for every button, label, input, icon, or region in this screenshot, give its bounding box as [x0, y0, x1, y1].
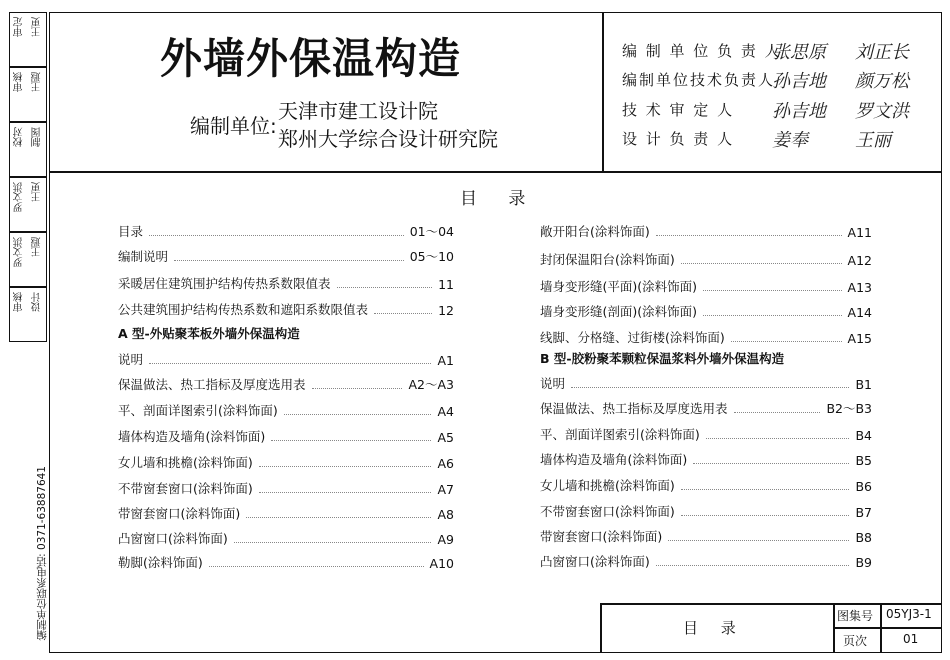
toc-item-label: 敞开阳台(涂料饰面) [540, 224, 650, 239]
leader-dots [149, 363, 431, 364]
leader-dots [374, 313, 432, 314]
leader-dots [703, 290, 842, 291]
toc-item-page: A6 [437, 456, 454, 471]
leader-dots [681, 489, 850, 490]
leader-dots [246, 517, 431, 518]
sidebar-cell [9, 67, 47, 122]
toc-item-label: 编制说明 [118, 249, 169, 264]
toc-item-label: 带窗套窗口(涂料饰面) [118, 506, 241, 521]
toc-item[interactable] [118, 375, 454, 393]
title-block-top [600, 603, 942, 605]
toc-item-page: B8 [855, 530, 872, 545]
leader-dots [271, 440, 431, 441]
role-label: 编制单位技术负责人 [622, 71, 776, 89]
toc-item[interactable] [540, 302, 872, 320]
toc-item[interactable] [540, 222, 872, 240]
sidebar-cell-top: 校对 [14, 127, 25, 147]
toc-item-label: 平、剖面详图索引(涂料饰面) [540, 427, 700, 442]
role-label: 技 术 审 定 人 [622, 101, 735, 119]
toc-item[interactable] [118, 529, 454, 547]
leader-dots [656, 235, 842, 236]
leader-dots [209, 566, 424, 567]
page-number: 01 [903, 632, 919, 646]
leader-dots [656, 565, 850, 566]
toc-item[interactable] [118, 427, 454, 445]
leader-dots [149, 235, 404, 236]
signature: 孙吉地 [772, 71, 826, 92]
signature: 颜万松 [855, 71, 909, 92]
signature: 孙吉地 [772, 101, 826, 122]
toc-item-label: 勒脚(涂料饰面) [118, 555, 203, 570]
toc-item-label: 保温做法、热工指标及厚度选用表 [540, 401, 728, 416]
leader-dots [174, 260, 404, 261]
toc-item-page: A1 [437, 353, 454, 368]
toc-item[interactable] [118, 222, 454, 240]
toc-item-page: A15 [847, 331, 872, 346]
toc-item[interactable] [118, 479, 454, 497]
toc-item[interactable] [118, 247, 454, 265]
toc-item-label: 线脚、分格缝、过街楼(涂料饰面) [540, 330, 725, 345]
toc-item-page: A2～A3 [408, 377, 454, 392]
toc-item-label: 平、剖面详图索引(涂料饰面) [118, 403, 278, 418]
toc-item-page: A11 [847, 225, 872, 240]
toc-item-label: 墙身变形缝(剖面)(涂料饰面) [540, 304, 698, 319]
leader-dots [693, 463, 849, 464]
toc-item-page: B6 [855, 479, 872, 494]
toc-item-page: A12 [847, 253, 872, 268]
role-label: 编 制 单 位 负 责 人 [622, 42, 782, 60]
header-vertical-divider [602, 12, 604, 172]
toc-item-label: 女儿墙和挑檐(涂料饰面) [118, 455, 253, 470]
sidebar-cell-top: 审核 [14, 72, 25, 92]
toc-item[interactable] [540, 374, 872, 392]
toc-item[interactable] [118, 274, 454, 292]
toc-item-label: 墙身变形缝(平面)(涂料饰面) [540, 279, 698, 294]
toc-item-label: 说明 [540, 376, 566, 391]
toc-item-page: B4 [855, 428, 872, 443]
toc-item-page: 12 [438, 303, 454, 318]
sidebar-cell-top: 审定 [14, 17, 25, 37]
atlas-label: 图集号 [837, 609, 874, 623]
toc-item-page: A14 [847, 305, 872, 320]
leader-dots [731, 341, 842, 342]
leader-dots [681, 515, 850, 516]
leader-dots [337, 287, 433, 288]
toc-item[interactable] [118, 401, 454, 419]
toc-item[interactable] [540, 328, 872, 346]
toc-item-page: A4 [437, 404, 454, 419]
toc-item-label: 凸窗窗口(涂料饰面) [540, 554, 650, 569]
sidebar-cell-bottom: 王遐 [32, 72, 43, 92]
signature: 张思原 [772, 42, 826, 63]
toc-item-page: B5 [855, 453, 872, 468]
sidebar-cell-bottom: 王遐 [32, 237, 43, 257]
sidebar-cell-top: 罗文洪 [14, 182, 25, 212]
toc-item-label: 不带窗套窗口(涂料饰面) [118, 481, 253, 496]
toc-item[interactable] [540, 399, 872, 417]
section-heading: A 型-外贴聚苯板外墙外保温构造 [118, 326, 300, 341]
toc-item-label: 凸窗窗口(涂料饰面) [118, 531, 228, 546]
leader-dots [312, 388, 403, 389]
toc-item[interactable] [540, 277, 872, 295]
toc-item-page: A7 [437, 482, 454, 497]
leader-dots [259, 466, 432, 467]
leader-dots [284, 414, 432, 415]
signature: 刘正长 [855, 42, 909, 63]
toc-item-label: 说明 [118, 352, 144, 367]
toc-item[interactable] [540, 476, 872, 494]
signature: 罗文洪 [855, 101, 909, 122]
toc-item-label: 封闭保温阳台(涂料饰面) [540, 252, 675, 267]
leader-dots [259, 492, 432, 493]
toc-item-page: A9 [437, 532, 454, 547]
org-label: 编制单位: [190, 114, 277, 138]
leader-dots [703, 315, 842, 316]
toc-item[interactable] [118, 453, 454, 471]
toc-item-page: A10 [429, 556, 454, 571]
sidebar-cell-bottom: 王更 [32, 182, 43, 202]
toc-item-page: A8 [437, 507, 454, 522]
toc-item[interactable] [118, 553, 454, 571]
atlas-number: 05YJ3-1 [886, 607, 932, 621]
org-name-2: 郑州大学综合设计研究院 [278, 127, 498, 151]
toc-item[interactable] [540, 552, 872, 570]
contact-phone: 编制单位联系电话: 0371-63887641 [36, 466, 48, 641]
signature: 姜奉 [772, 130, 808, 151]
toc-item[interactable] [118, 504, 454, 522]
sidebar-cell [9, 122, 47, 177]
toc-item-label: 采暖居住建筑围护结构传热系数限值表 [118, 276, 331, 291]
toc-item[interactable] [540, 502, 872, 520]
sidebar-cell [9, 177, 47, 232]
toc-item[interactable] [118, 300, 454, 318]
toc-item-label: 不带窗套窗口(涂料饰面) [540, 504, 675, 519]
toc-item-page: A13 [847, 280, 872, 295]
toc-heading: 目 录 [460, 189, 526, 209]
sidebar-cell [9, 12, 47, 67]
toc-item-page: 01～04 [409, 224, 454, 239]
leader-dots [234, 542, 432, 543]
drawing-name: 目 录 [683, 619, 736, 637]
role-label: 设 计 负 责 人 [622, 130, 735, 148]
toc-item-page: 05～10 [409, 249, 454, 264]
toc-item-page: B2～B3 [826, 401, 872, 416]
leader-dots [571, 387, 849, 388]
leader-dots [734, 412, 821, 413]
toc-item-page: B9 [855, 555, 872, 570]
sidebar-cell [9, 232, 47, 287]
signature: 王丽 [855, 130, 891, 151]
sidebar-cell-top: 审核 [14, 292, 25, 312]
section-heading: B 型-胶粉聚苯颗粒保温浆料外墙外保温构造 [540, 351, 785, 366]
toc-item[interactable] [118, 350, 454, 368]
page-title: 外墙外保温构造 [160, 34, 462, 83]
toc-item[interactable] [540, 250, 872, 268]
title-block-left [600, 603, 602, 653]
toc-item[interactable] [540, 527, 872, 545]
toc-item[interactable] [540, 450, 872, 468]
toc-item-page: A5 [437, 430, 454, 445]
page-label: 页次 [843, 634, 868, 648]
toc-item-label: 公共建筑围护结构传热系数和遮阳系数限值表 [118, 302, 369, 317]
toc-item-label: 女儿墙和挑檐(涂料饰面) [540, 478, 675, 493]
toc-item-label: 墙体构造及墙角(涂料饰面) [118, 429, 266, 444]
sidebar-cell-bottom: 制图 [32, 127, 43, 147]
header-divider [49, 171, 942, 173]
sidebar-cell-top: 罗文洪 [14, 237, 25, 267]
toc-item-page: 11 [438, 277, 454, 292]
sidebar-cell [9, 287, 47, 342]
toc-item-page: B7 [855, 505, 872, 520]
toc-item-label: 墙体构造及墙角(涂料饰面) [540, 452, 688, 467]
title-block-mid [833, 627, 942, 629]
sidebar-cell-bottom: 王更 [32, 17, 43, 37]
org-name-1: 天津市建工设计院 [278, 99, 438, 123]
sidebar-cell-bottom: 设计 [32, 292, 43, 312]
leader-dots [706, 438, 850, 439]
toc-item[interactable] [540, 425, 872, 443]
leader-dots [668, 540, 849, 541]
toc-item-label: 保温做法、热工指标及厚度选用表 [118, 377, 306, 392]
leader-dots [681, 263, 842, 264]
toc-item-page: B1 [855, 377, 872, 392]
toc-item-label: 带窗套窗口(涂料饰面) [540, 529, 663, 544]
toc-item-label: 目录 [118, 224, 144, 239]
